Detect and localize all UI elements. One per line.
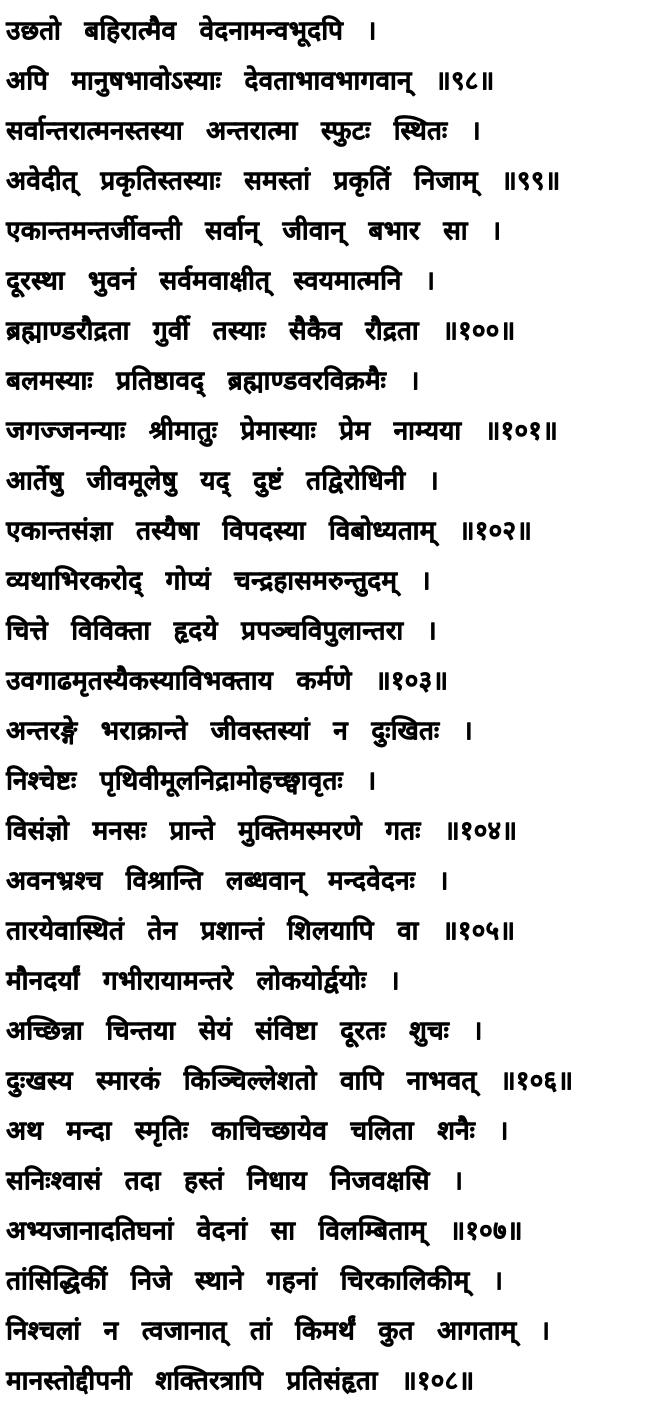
verse-line: अच्छिन्ना चिन्तया सेयं संविष्टा दूरतः शुचः । [6,1016,483,1046]
verse-line: निश्चेष्टः पृथिवीमूलनिद्रामोहच्छ्वावृतः । [6,766,377,796]
verse-line: अन्तरङ्गे भराक्रान्ते जीवस्तस्यां न दुःखितः । [6,716,473,746]
verse-line: दुःखस्य स्मारकं किञ्चिल्लेशतो वापि नाभवत् ॥१०६॥ [6,1066,574,1096]
verse-line: अपि मानुषभावोऽस्याः देवताभावभागवान् ॥९८॥ [6,66,495,96]
verse-line: विसंज्ञो मनसः प्रान्ते मुक्तिमस्मरणे गतः ॥१०४॥ [6,816,518,846]
verse-line: सर्वान्तरात्मनस्तस्या अन्तरात्मा स्फुटः स्थितः । [6,116,481,146]
verse-line: बलमस्याः प्रतिष्ठावद् ब्रह्माण्डवरविक्रमैः । [6,366,420,396]
verse-line: एकान्तमन्तर्जीवन्ती सर्वान् जीवान् बभार सा । [6,216,502,246]
verse-line: दूरस्था भुवनं सर्वमवाक्षीत् स्वयमात्मनि । [6,266,436,296]
verse-line: मानस्तोद्दीपनी शक्तिरत्रापि प्रतिसंहृता ॥१०८॥ [6,1366,475,1396]
verse-line: निश्चलां न त्वजानात् तां किमर्थं कुत आगताम् । [6,1316,551,1346]
verse-line: एकान्तसंज्ञा तस्यैषा विपदस्या विबोध्यताम् ॥१०२॥ [6,516,532,546]
verse-line: उवगाढमृतस्यैकस्याविभक्ताय कर्मणे ॥१०३॥ [6,666,449,696]
verse-line: जगज्जनन्याः श्रीमातुः प्रेमास्याः प्रेम नाम्यया ॥१०१॥ [6,416,558,446]
verse-line: अभ्यजानादतिघनां वेदनां सा विलम्बिताम् ॥१०७॥ [6,1216,523,1246]
verse-line: तारयेवास्थितं तेन प्रशान्तं शिलयापि वा ॥१०५॥ [6,916,516,946]
verse-line: अथ मन्दा स्मृतिः काचिच्छायेव चलिता शनैः । [6,1116,509,1146]
verse-line: मौनदर्यां गभीरायामन्तरे लोकयोर्द्वयोः । [6,966,400,996]
verse-line: चित्ते विविक्ता हृदये प्रपञ्चविपुलान्तरा । [6,616,437,646]
verse-line: उछतो बहिरात्मैव वेदनामन्वभूदपि । [6,16,377,46]
verse-line: तांसिद्धिकीं निजे स्थाने गहनां चिरकालिकीम् । [6,1266,504,1296]
verse-line: अवनभ्रश्च विश्रान्ति लब्धवान् मन्दवेदनः । [6,866,449,896]
verse-line: अवेदीत् प्रकृतिस्तस्याः समस्तां प्रकृतिं निजाम् ॥९९॥ [6,166,561,196]
verse-line: सनिःश्वासं तदा हस्तं निधाय निजवक्षसि । [6,1166,464,1196]
verse-line: व्यथाभिरकरोद् गोप्यं चन्द्रहासमरुन्तुदम् । [6,566,431,596]
verse-line: आर्तेषु जीवमूलेषु यद् दुष्टं तद्विरोधिनी । [6,466,439,496]
verse-line: ब्रह्माण्डरौद्रता गुर्वी तस्याः सैकैव रौद्रता ॥१००॥ [6,316,516,346]
